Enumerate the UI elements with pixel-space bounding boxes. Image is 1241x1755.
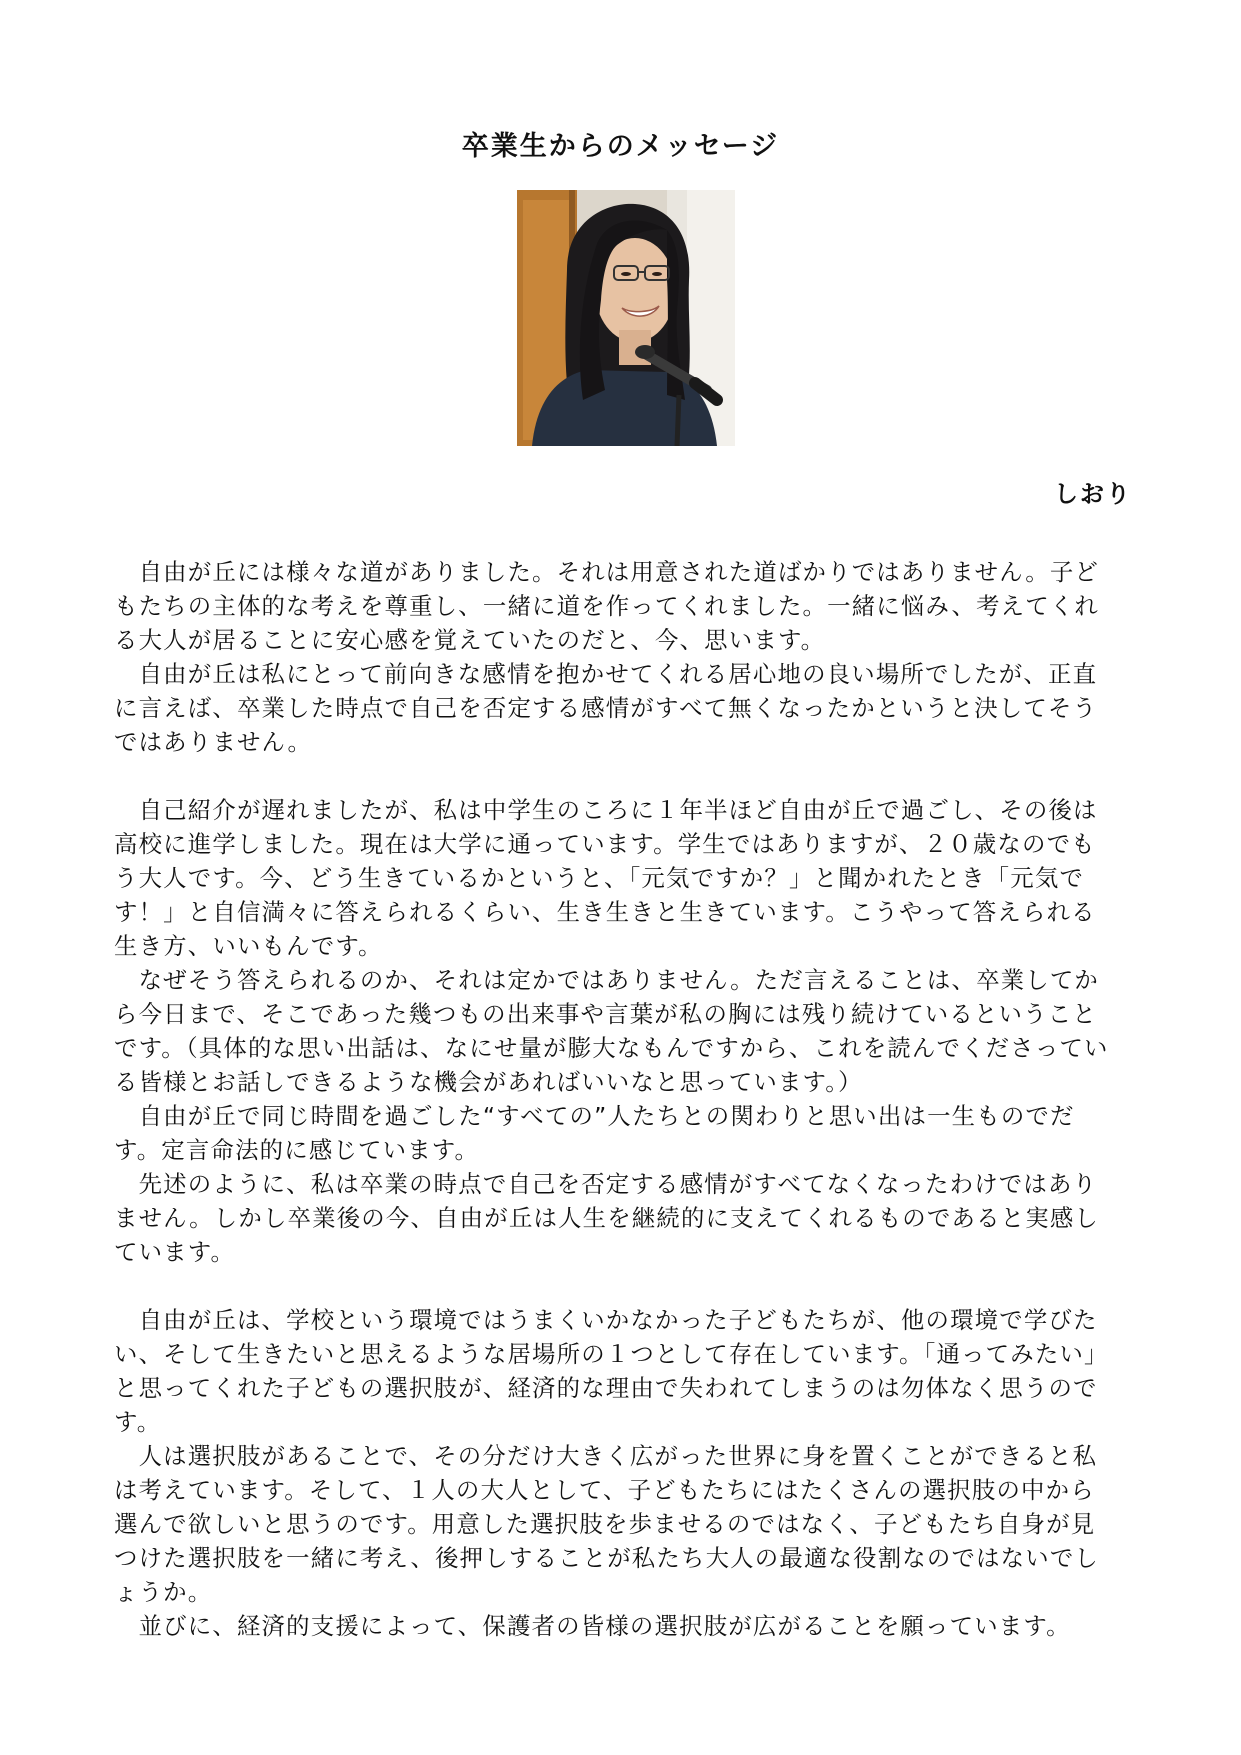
paragraph-line: す！」と自信満々に答えられるくらい、生き生きと生きています。こうやって答えられる [114,898,1096,926]
paragraph-line: です。（具体的な思い出話は、なにせ量が膨大なもんですから、これを読んでくださってい [114,1034,1109,1062]
paragraph-line: 先述のように、私は卒業の時点で自己を否定する感情がすべてなくなったわけではあり [114,1170,1098,1198]
paragraph [114,555,1129,657]
paragraph-line: に言えば、卒業した時点で自己を否定する感情がすべて無くなったかというと決してそう [114,694,1098,722]
paragraph-line: 人は選択肢があることで、その分だけ大きく広がった世界に身を置くことができると私 [114,1442,1098,1470]
paragraph-line: る大人が居ることに安心感を覚えていたのだと、今、思います。 [114,626,826,654]
paragraph [114,657,1129,759]
paragraph-line: ません。しかし卒業後の今、自由が丘は人生を継続的に支えてくれるものであると実感し [114,1204,1100,1232]
paragraph-line: 自由が丘は、学校という環境ではうまくいかなかった子どもたちが、他の環境で学びた [114,1306,1098,1334]
paragraph-line: 自己紹介が遅れましたが、私は中学生のころに１年半ほど自由が丘で過ごし、その後は [114,796,1098,824]
paragraph-line: 自由が丘は私にとって前向きな感情を抱かせてくれる居心地の良い場所でしたが、正直 [114,660,1098,688]
author-name: しおり [1054,480,1132,508]
paragraph-line: る皆様とお話しできるような機会があればいいなと思っています。） [114,1068,863,1096]
paragraph-line: つけた選択肢を一緒に考え、後押しすることが私たち大人の最適な役割なのではないでし [114,1544,1100,1572]
paragraph [114,1609,1129,1643]
paragraph-line: す。定言命法的に感じています。 [114,1136,480,1164]
paragraph-line: もたちの主体的な考えを尊重し、一緒に道を作ってくれました。一緒に悩み、考えてくれ [114,592,1100,620]
paragraph [114,793,1129,963]
paragraph-line: い、そして生きたいと思えるような居場所の１つとして存在しています。「通ってみたい」 [114,1340,1109,1368]
paragraph [114,1167,1129,1269]
paragraph [114,963,1129,1099]
paragraph-line: 並びに、経済的支援によって、保護者の皆様の選択肢が広がることを願っています。 [114,1612,1071,1640]
paragraph-line: ではありません。 [114,728,313,756]
paragraph-line: 自由が丘で同じ時間を過ごした“すべての”人たちとの関わりと思い出は一生ものでだ [114,1102,1075,1130]
paragraph [114,1099,1129,1167]
page-title: 卒業生からのメッセージ [461,131,780,162]
paragraph-line: 自由が丘には様々な道がありました。それは用意された道ばかりではありません。子ど [114,558,1100,586]
paragraph-line: す。 [114,1408,162,1436]
paragraph-line: ています。 [114,1238,236,1266]
message-body [114,555,1129,1643]
paragraph-line: 生き方、いいもんです。 [114,932,383,960]
paragraph [114,1303,1129,1439]
paragraph-line: は考えています。そして、１人の大人として、子どもたちにはたくさんの選択肢の中から [114,1476,1095,1504]
paragraph [114,1439,1129,1609]
paragraph-line: なぜそう答えられるのか、それは定かではありません。ただ言えることは、卒業してか [114,966,1100,994]
author-photo [517,190,735,446]
paragraph-line: 高校に進学しました。現在は大学に通っています。学生ではありますが、２０歳なのでも [114,830,1096,858]
paragraph-line: 選んで欲しいと思うのです。用意した選択肢を歩ませるのではなく、子どもたち自身が見 [114,1510,1096,1538]
paragraph-line: う大人です。今、どう生きているかというと、「元気ですか？」と聞かれたとき「元気で [114,864,1085,892]
paragraph-line: ら今日まで、そこであった幾つもの出来事や言葉が私の胸には残り続けているということ [114,1000,1097,1028]
paragraph-line: ょうか。 [114,1578,213,1606]
paragraph-spacer [114,1269,1129,1303]
paragraph-spacer [114,759,1129,793]
paragraph-line: と思ってくれた子どもの選択肢が、経済的な理由で失われてしまうのは勿体なく思うので [114,1374,1098,1402]
